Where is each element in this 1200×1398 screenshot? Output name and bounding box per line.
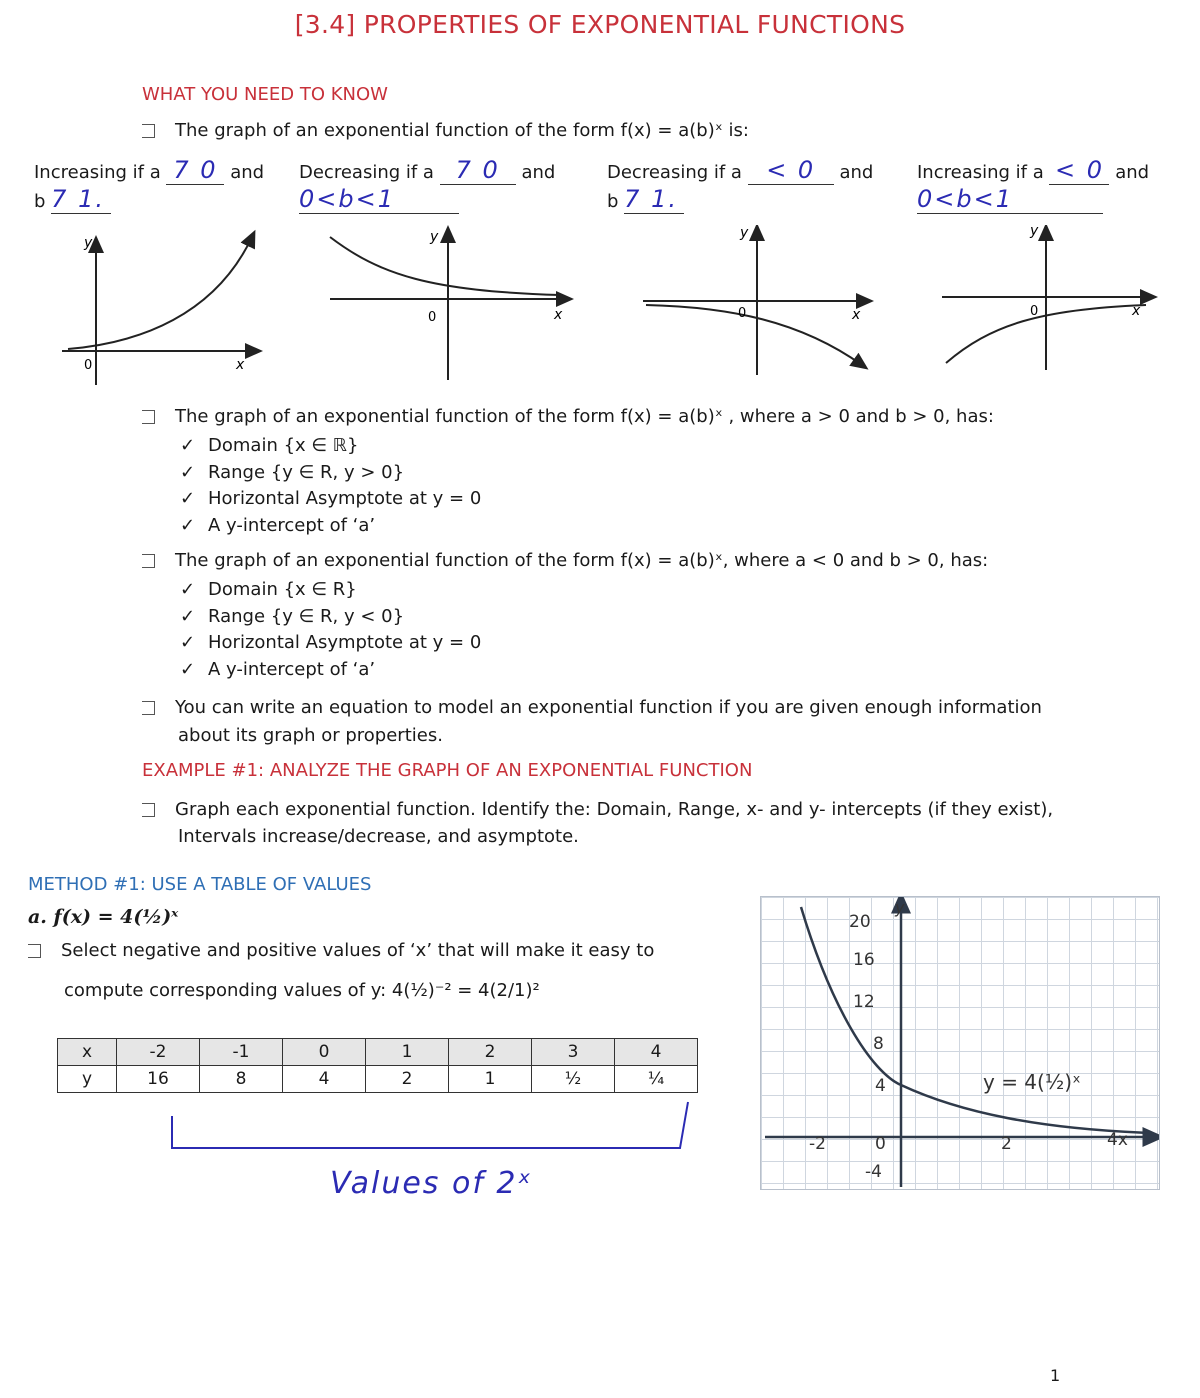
list-item [180, 486, 481, 513]
graph4-x-label: x [1132, 303, 1141, 319]
case-2-suffix: and [521, 162, 556, 183]
tick-label: 16 [853, 950, 875, 970]
list-item [180, 513, 481, 540]
case-graphs [0, 225, 1200, 390]
tick-label: -2 [809, 1134, 826, 1154]
props-negative-intro-text: The graph of an exponential function of the form f(x) = a(b)ˣ, where a < 0 and b > 0, has: [175, 550, 989, 571]
table-cell: -2 [117, 1039, 200, 1066]
case-3-b-answer: 7 1. [624, 185, 684, 214]
table-cell: 2 [366, 1066, 449, 1093]
model-line-1: You can write an equation to model an exponential function if you are given enough information [175, 697, 1042, 718]
intro-line [142, 120, 749, 141]
case-1-prefix: Increasing if a [34, 162, 161, 183]
case-3-suffix: and [839, 162, 874, 183]
props-negative-intro [142, 550, 988, 571]
case-3-prefix: Decreasing if a [607, 162, 742, 183]
graph2-origin: 0 [428, 310, 437, 325]
graph-decreasing-negative [643, 225, 866, 375]
check-icon: ✓ [180, 514, 196, 536]
case-4-b-answer: 0<b<1 [917, 185, 1103, 214]
table-cell: 16 [117, 1066, 200, 1093]
list-item [180, 460, 481, 487]
tick-label: 4x [1107, 1130, 1128, 1150]
graph-curve-label: y = 4(½)ˣ [983, 1070, 1081, 1094]
graph3-y-label: y [740, 225, 749, 241]
list-item-text: Domain {x ∈ ℝ} [208, 435, 359, 456]
method-heading: METHOD #1: USE A TABLE OF VALUES [28, 874, 372, 895]
tick-label: 0 [875, 1134, 886, 1154]
props-positive-intro [142, 406, 994, 427]
page-title: [3.4] PROPERTIES OF EXPONENTIAL FUNCTIONS [294, 10, 906, 39]
handwritten-bracket [160, 1096, 700, 1156]
case-2 [299, 156, 569, 214]
check-icon: ✓ [180, 461, 196, 483]
list-item [180, 577, 481, 604]
case-2-prefix: Decreasing if a [299, 162, 434, 183]
graph-y-label: y [895, 898, 905, 917]
case-4-suffix: and [1115, 162, 1150, 183]
graph-curve [801, 907, 1151, 1133]
graph2-curve [330, 237, 560, 295]
check-icon: ✓ [180, 605, 196, 627]
table-cell: ¼ [615, 1066, 698, 1093]
tick-label: -4 [865, 1162, 882, 1182]
case-1-b-prefix: b [34, 191, 46, 212]
list-item [180, 604, 481, 631]
props-positive-list [180, 433, 481, 539]
graph3-x-label: x [852, 307, 861, 323]
section-heading-need-to-know: WHAT YOU NEED TO KNOW [142, 84, 388, 105]
case-4-prefix: Increasing if a [917, 162, 1044, 183]
checkbox-icon [142, 554, 155, 568]
part-a-function: a. f(x) = 4(½)ˣ [28, 906, 179, 928]
table-cell: ½ [532, 1066, 615, 1093]
case-1 [34, 156, 284, 214]
list-item-text: A y-intercept of ‘a’ [208, 514, 376, 536]
graph-increasing-positive [62, 235, 255, 385]
table-header-x: x [58, 1039, 117, 1066]
checkbox-icon [142, 124, 155, 138]
example-heading: EXAMPLE #1: ANALYZE THE GRAPH OF AN EXPONENTIAL FUNCTION [142, 760, 753, 781]
case-2-a-answer: 7 0 [440, 156, 516, 185]
table-cell: 4 [283, 1066, 366, 1093]
case-3 [607, 156, 887, 214]
tick-label: 20 [849, 912, 871, 932]
check-icon: ✓ [180, 658, 196, 680]
check-icon: ✓ [180, 488, 196, 509]
intro-text: The graph of an exponential function of the form f(x) = a(b)ˣ is: [175, 120, 749, 141]
graph4-y-label: y [1030, 225, 1039, 239]
case-3-b-prefix: b [607, 191, 619, 212]
graph-increasing-negative [942, 225, 1150, 370]
function-graph [760, 896, 1160, 1190]
table-cell: 8 [200, 1066, 283, 1093]
list-item-text: Range {y ∈ R, y > 0} [208, 461, 405, 483]
table-cell: 2 [449, 1039, 532, 1066]
select-line [28, 940, 654, 961]
table-cell: 1 [449, 1066, 532, 1093]
list-item [180, 433, 481, 460]
graph1-x-label: x [236, 357, 245, 373]
select-text: Select negative and positive values of ‘x’ that will make it easy to [61, 940, 655, 961]
model-line-2: about its graph or properties. [178, 725, 443, 746]
checkbox-icon [142, 701, 155, 715]
graph3-curve [646, 305, 862, 365]
check-icon: ✓ [180, 632, 196, 653]
list-item [180, 630, 481, 657]
graph4-origin: 0 [1030, 304, 1039, 319]
case-4-a-answer: < 0 [1049, 156, 1109, 185]
tick-label: 2 [1001, 1134, 1012, 1154]
tick-label: 4 [875, 1076, 886, 1096]
handwritten-note: Values of 2ˣ [330, 1166, 533, 1201]
table-row [58, 1066, 698, 1093]
list-item-text: Horizontal Asymptote at y = 0 [208, 632, 482, 653]
table-cell: -1 [200, 1039, 283, 1066]
graph1-origin: 0 [84, 358, 93, 373]
case-4 [917, 156, 1177, 214]
table-cell: 0 [283, 1039, 366, 1066]
table-cell: 4 [615, 1039, 698, 1066]
props-negative-list [180, 577, 481, 683]
graph-each-line-1: Graph each exponential function. Identify the: Domain, Range, x- and y- intercepts (if they exist), [175, 799, 1054, 820]
props-positive-intro-text: The graph of an exponential function of the form f(x) = a(b)ˣ , where a > 0 and b > 0, has: [175, 406, 994, 427]
compute-line: compute corresponding values of y: 4(½)⁻² = 4(2/1)² [64, 980, 540, 1001]
table-header-y: y [58, 1066, 117, 1093]
check-icon: ✓ [180, 579, 196, 600]
checkbox-icon [142, 410, 155, 424]
values-table [57, 1038, 698, 1093]
table-row [58, 1039, 698, 1066]
function-graph-svg [761, 897, 1159, 1189]
graph2-y-label: y [430, 229, 439, 245]
graph3-origin: 0 [738, 306, 747, 321]
case-1-b-answer: 7 1. [51, 185, 111, 214]
page-number: 1 [1050, 1366, 1061, 1385]
graph-each-paragraph [142, 796, 1053, 850]
table-cell: 1 [366, 1039, 449, 1066]
list-item-text: Horizontal Asymptote at y = 0 [208, 488, 482, 509]
graph-each-line-2: Intervals increase/decrease, and asymptote. [178, 826, 579, 847]
case-2-b-answer: 0<b<1 [299, 185, 459, 214]
model-paragraph [142, 694, 1042, 750]
list-item [180, 657, 481, 684]
case-1-suffix: and [230, 162, 265, 183]
checkbox-icon [28, 944, 41, 958]
graph1-y-label: y [84, 235, 93, 251]
list-item-text: Domain {x ∈ R} [208, 579, 357, 600]
case-3-a-answer: < 0 [748, 156, 834, 185]
checkbox-icon [142, 803, 155, 817]
case-1-a-answer: 7 0 [166, 156, 224, 185]
graph2-x-label: x [554, 307, 563, 323]
check-icon: ✓ [180, 435, 196, 456]
tick-label: 12 [853, 992, 875, 1012]
list-item-text: A y-intercept of ‘a’ [208, 658, 376, 680]
graph-decreasing-positive [330, 229, 566, 380]
list-item-text: Range {y ∈ R, y < 0} [208, 605, 405, 627]
tick-label: 8 [873, 1034, 884, 1054]
table-cell: 3 [532, 1039, 615, 1066]
